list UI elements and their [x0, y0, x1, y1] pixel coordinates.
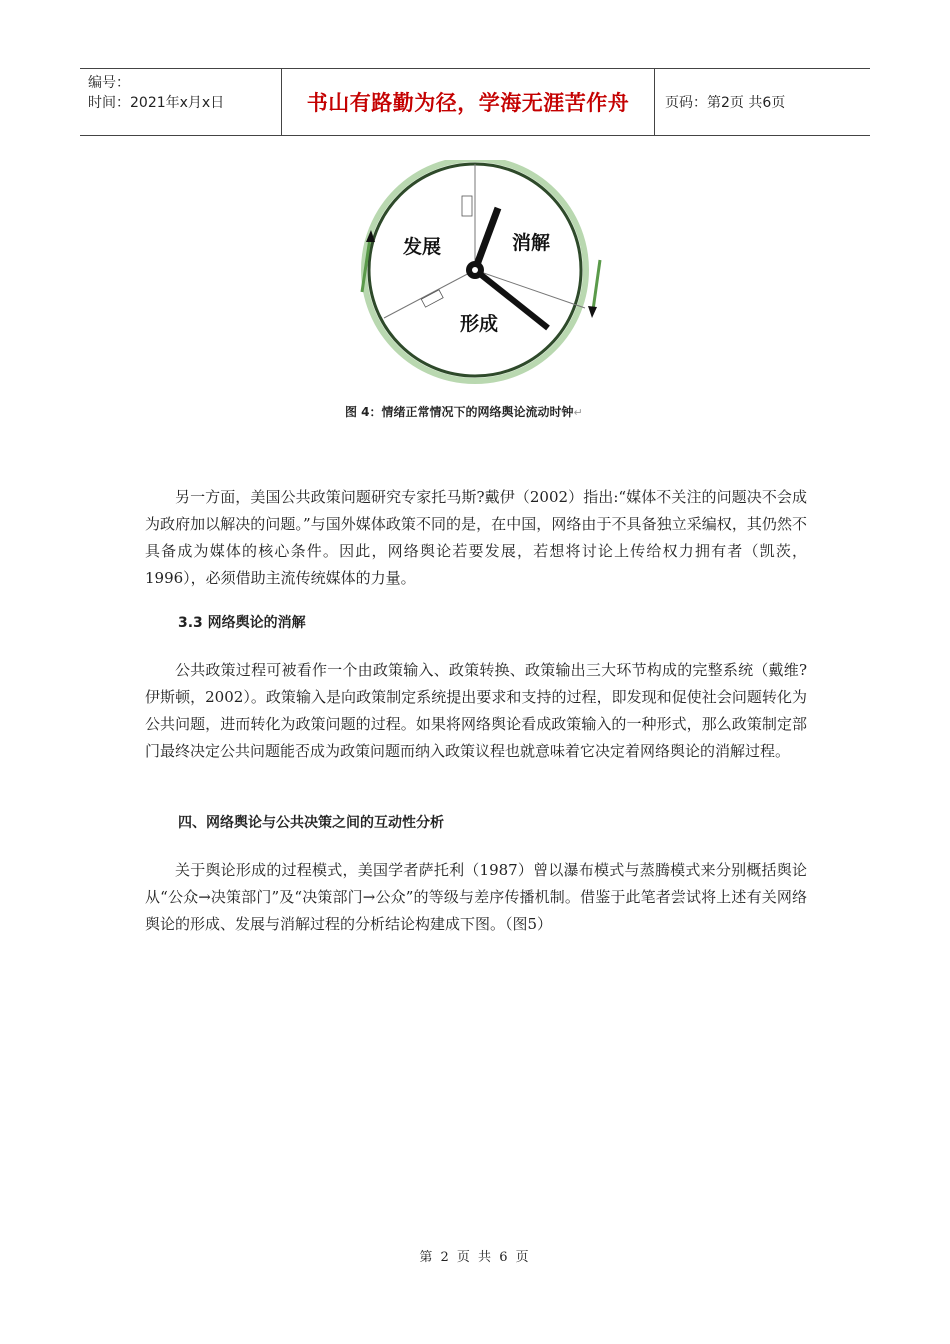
header-motto: 书山有路勤为径，学海无涯苦作舟 — [306, 90, 630, 115]
time-tag-top — [462, 196, 472, 216]
section-heading-3-3: 3.3 网络舆论的消解 — [178, 615, 306, 631]
header-page-cell — [655, 69, 870, 135]
date-label: 时间：2021年x月x日 — [88, 95, 225, 111]
paragraph-opinion-model: 关于舆论形成的过程模式，美国学者萨托利（1987）曾以瀑布模式与蒸腾模式来分别概括舆论从“公众→决策部门”及“决策部门→公众”的等级与差序传播机制。借鉴于此笔者尝试将上述有关网络舆论的形成、发展与消解过程的分析结论构建成下图。（图5） — [145, 861, 807, 933]
label-form: 形成 — [460, 313, 499, 335]
arrow-right-down-icon — [588, 306, 597, 318]
caption-text: 图 4：情绪正常情况下的网络舆论流动时钟 — [345, 405, 574, 419]
label-dissolve: 消解 — [512, 232, 551, 254]
figure-caption — [345, 403, 583, 420]
label-develop: 发展 — [403, 236, 442, 258]
page-footer: 第 2 页 共 6 页 — [419, 1250, 531, 1265]
clock-diagram — [340, 160, 630, 420]
opinion-clock-figure — [340, 160, 630, 420]
hand-pivot-center — [472, 267, 478, 273]
section-heading-4: 四、网络舆论与公共决策之间的互动性分析 — [178, 815, 444, 831]
header-meta — [80, 69, 282, 135]
header-motto-cell — [282, 69, 655, 135]
caption-return-mark: ↵ — [573, 406, 583, 419]
paragraph-policy-process: 公共政策过程可被看作一个由政策输入、政策转换、政策输出三大环节构成的完整系统（戴维?伊斯顿，2002）。政策输入是向政策制定系统提出要求和支持的过程，即发现和促使社会问题转化为公共问题，进而转化为政策问题的过程。如果将网络舆论看成政策输入的一种形式，那么政策制定部门最终决定公共问题能否成为政策问题而纳入政策议程也就意味着它决定着网络舆论的消解过程。 — [145, 661, 807, 760]
header-table — [80, 68, 870, 136]
arrow-right-shaft — [593, 260, 600, 310]
code-label: 编号： — [88, 75, 130, 91]
header-page-label: 页码：第2页 共6页 — [665, 95, 786, 111]
paragraph-media: 另一方面，美国公共政策问题研究专家托马斯?戴伊（2002）指出:“媒体不关注的问题决不会成为政府加以解决的问题。”与国外媒体政策不同的是，在中国，网络由于不具备独立采编权，其仍然不具备成为媒体的核心条件。因此，网络舆论若要发展，若想将讨论上传给权力拥有者（凯茨，1996），必须借助主流传统媒体的力量。 — [145, 488, 807, 587]
